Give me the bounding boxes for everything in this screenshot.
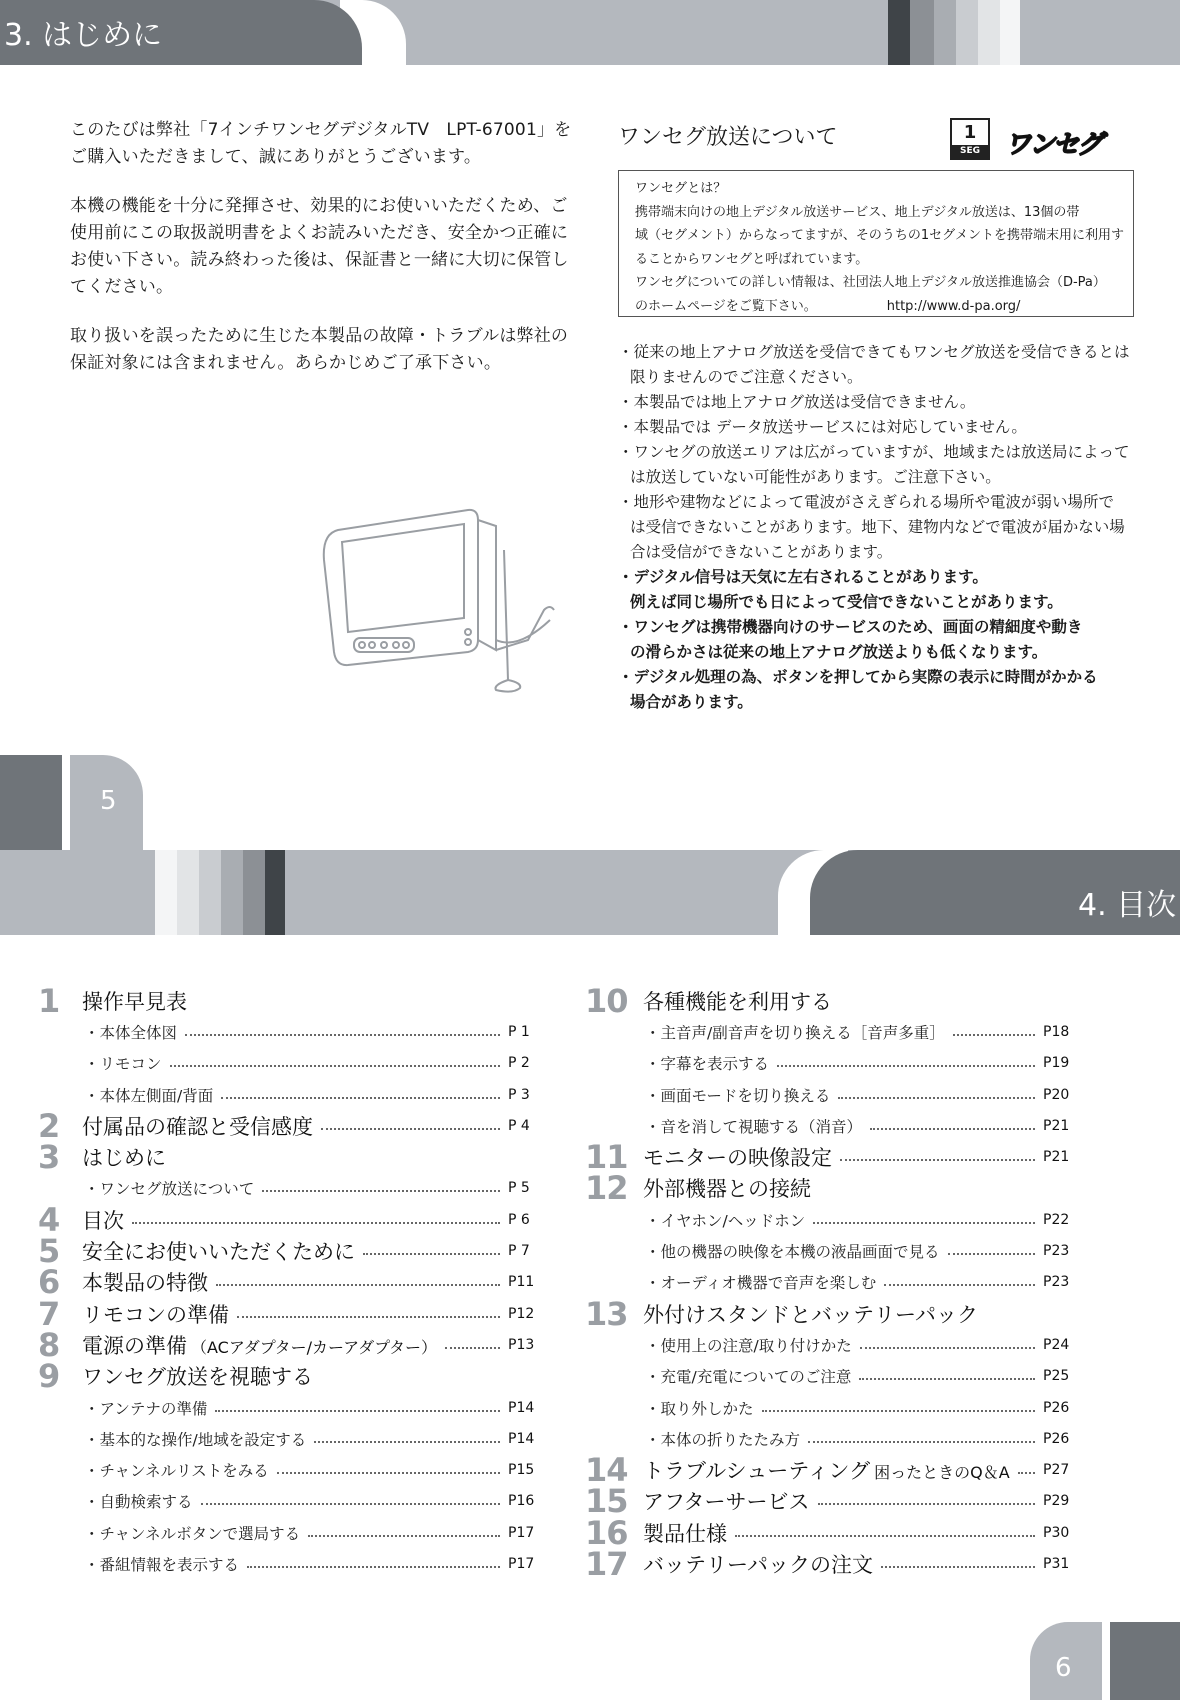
page-ref: P16 [508,1493,535,1510]
toc-sub-row [38,1454,540,1485]
page-ref: P30 [1043,1524,1070,1541]
toc-sub-row [38,1548,540,1579]
leader-dots [1018,1472,1035,1474]
header-stripe [910,0,934,65]
leader-dots [881,1566,1035,1568]
note-line: ・本製品では データ放送サービスには対応していません。 [618,418,1027,436]
note-line: は放送していない可能性があります。ご注意下さい。 [630,468,1001,486]
leader-dots [185,1034,500,1036]
toc-chapter-row [585,1513,1075,1552]
toc-sub-row [585,1267,1075,1298]
sub-item-title: ・使用上の注意/取り付けかた [645,1336,852,1355]
sub-item-title: ・本体の折りたたみ方 [645,1430,801,1449]
dpa-url: http://www.d-pa.org/ [886,298,1021,314]
leader-dots [132,1222,500,1224]
chapter-number: 3 [38,1138,60,1177]
leader-dots [818,1503,1035,1505]
chapter-number: 4 [38,1200,60,1239]
note-item [618,565,1158,615]
toc-chapter-row [38,1294,540,1333]
toc-sub-row [38,1517,540,1548]
chapter-number: 13 [585,1294,628,1333]
header-stripe [243,850,265,935]
toc-chapter-row [585,1169,1075,1208]
oneseg-info-box [618,170,1134,317]
leader-dots [277,1472,500,1474]
toc-sub-row [585,1204,1075,1235]
note-line: ・デジタル信号は天気に左右されることがあります。 [618,568,988,586]
sub-item-title: ・チャンネルリストをみる [84,1462,269,1481]
chapter-number: 15 [585,1482,628,1521]
sub-item-title: ・取り外しかた [645,1399,754,1418]
page-ref: P 5 [508,1180,530,1197]
toc-sub-row [585,1048,1075,1079]
sub-item-title: ・字幕を表示する [645,1055,770,1074]
leader-dots [262,1190,500,1192]
intro-paragraph [70,193,590,301]
page-ref: P27 [1043,1462,1070,1479]
page-ref: P 3 [508,1086,530,1103]
infobox-line: ワンセグについての詳しい情報は、社団法人地上デジタル放送推進協会（D-Pa） [635,275,1106,290]
page-ref: P26 [1043,1399,1070,1416]
page-ref: P17 [508,1555,535,1572]
page-tab-dark [1110,1622,1180,1700]
toc-chapter-row [38,981,540,1020]
page-ref: P11 [508,1274,535,1291]
chapter-number: 9 [38,1357,60,1396]
chapter-title: ワンセグ放送を視聴する [82,1365,313,1390]
header-stripe [155,850,177,935]
note-line: 限りませんのでご注意ください。 [630,368,863,386]
intro-line: てください。 [70,277,174,297]
sub-item-title: ・音を消して視聴する（消音） [645,1117,863,1136]
chapter-title: 本製品の特徴 [82,1271,208,1296]
sub-item-title: ・基本的な操作/地域を設定する [84,1430,307,1449]
note-line: の滑らかさは従来の地上アナログ放送よりも低くなります。 [630,643,1048,661]
page-ref: P20 [1043,1086,1070,1103]
page-ref: P23 [1043,1274,1070,1291]
page-tab-dark [0,755,62,850]
intro-line: ご購入いただきまして、誠にありがとうございます。 [70,147,482,167]
toc-chapter-row [38,1200,540,1239]
leader-dots [860,1347,1035,1349]
toc-chapter-row [38,1138,540,1177]
infobox-line: 域（セグメント）からなってますが、そのうちの1セグメントを携帯端末用に利用す [635,228,1125,243]
chapter-number: 8 [38,1325,60,1364]
page-ref: P14 [508,1430,535,1447]
toc-sub-row [585,1079,1075,1110]
sub-item-title: ・アンテナの準備 [84,1399,208,1418]
tv-illustration-icon [318,500,558,700]
sub-item-title: ・自動検索する [84,1493,193,1512]
note-item [618,665,1158,715]
page-ref: P17 [508,1524,535,1541]
chapter-number: 6 [38,1263,60,1302]
1seg-logo-icon [950,118,990,160]
page-ref: P14 [508,1399,535,1416]
header-stripe [956,0,978,65]
leader-dots [201,1503,500,1505]
sub-item-title: ・ワンセグ放送について [84,1180,255,1199]
page-ref: P 1 [508,1023,530,1040]
note-line: は受信できないことがあります。地下、建物内などで電波が届かない場 [630,518,1125,536]
page-ref: P23 [1043,1243,1070,1260]
note-line: 例えば同じ場所でも日によって受信できないことがあります。 [630,593,1063,611]
sub-item-title: ・画面モードを切り換える [645,1086,831,1105]
leader-dots [838,1097,1035,1099]
sub-item-title: ・イヤホン/ヘッドホン [645,1211,806,1230]
note-line: ・ワンセグは携帯機器向けのサービスのため、画面の精細度や動き [618,618,1083,636]
page-ref: P22 [1043,1211,1070,1228]
toc-chapter-row [585,1451,1075,1490]
intro-line: お使い下さい。読み終わった後は、保証書と一緒に大切に保管し [70,250,569,270]
intro-line: このたびは弊社「7インチワンセグデジタルTV LPT-67001」を [70,120,572,140]
intro-paragraph [70,117,590,171]
infobox-line: のホームページをご覧下さい。 http://www.d-pa.org/ [635,298,1021,314]
page-ref: P15 [508,1462,535,1479]
toc-sub-row [38,1079,540,1110]
page-ref: P19 [1043,1055,1070,1072]
leader-dots [216,1284,500,1286]
toc-sub-row [585,1361,1075,1392]
chapter-number: 16 [585,1513,628,1552]
chapter-number: 2 [38,1106,60,1145]
oneseg-wordmark-logo: ワンセグ [1005,130,1102,160]
note-item [618,340,1158,390]
leader-dots [884,1284,1035,1286]
leader-dots [762,1410,1035,1412]
note-item [618,615,1158,665]
leader-dots [445,1347,500,1349]
header-stripe [1000,0,1020,65]
intro-line: 取り扱いを誤ったために生じた本製品の故障・トラブルは弊社の [70,326,569,346]
infobox-line: ることからワンセグと呼ばれています。 [635,251,869,267]
header-stripe [888,0,910,65]
chapter-number: 7 [38,1294,60,1333]
chapter-title: 目次 [82,1208,124,1233]
page-ref: P26 [1043,1430,1070,1447]
toc-right-column [585,981,1075,1583]
chapter-title: リモコンの準備 [82,1302,229,1327]
toc-sub-row [38,1016,540,1047]
sub-item-title: ・番組情報を表示する [84,1555,240,1574]
note-line: ・ワンセグの放送エリアは広がっていますが、地域または放送局によって [618,443,1130,461]
toc-sub-row [585,1423,1075,1454]
leader-dots [859,1378,1035,1380]
chapter-title: はじめに [82,1146,166,1171]
toc-chapter-row [585,1294,1075,1333]
chapter-number: 5 [38,1232,60,1271]
notes-list [618,340,1158,715]
chapter-title: バッテリーパックの注文 [643,1552,873,1577]
leader-dots [948,1253,1035,1255]
toc-chapter-row [38,1357,540,1396]
toc-sub-row [38,1173,540,1204]
sub-item-title: ・充電/充電についてのご注意 [645,1368,852,1387]
page-ref: P 2 [508,1055,530,1072]
toc-chapter-row [585,1482,1075,1521]
chapter-title: 外付けスタンドとバッテリーパック [643,1302,978,1327]
chapter-title: トラブルシューティング 困ったときのQ＆A [643,1459,1010,1484]
page-number-5: 5 [100,786,117,816]
toc-sub-row [585,1329,1075,1360]
sub-item-title: ・本体全体図 [84,1023,178,1042]
toc-sub-row [585,1235,1075,1266]
leader-dots [321,1128,500,1130]
page-ref: P 7 [508,1243,530,1260]
page-ref: P29 [1043,1493,1070,1510]
toc-sub-row [585,1392,1075,1423]
toc-sub-row [38,1048,540,1079]
note-item [618,490,1158,565]
leader-dots [215,1410,500,1412]
chapter-title: 各種機能を利用する [643,989,832,1014]
toc-sub-row [38,1486,540,1517]
toc-chapter-row [585,981,1075,1020]
page-ref: P18 [1043,1023,1070,1040]
intro-text [70,117,590,399]
chapter-title: 安全にお使いいただくために [82,1240,355,1265]
chapter-title: アフターサービス [643,1490,810,1515]
toc-chapter-row [38,1263,540,1302]
header-stripe [265,850,285,935]
leader-dots [735,1535,1035,1537]
leader-dots [314,1441,500,1443]
leader-dots [953,1034,1035,1036]
leader-dots [813,1222,1035,1224]
page-ref: P 6 [508,1211,530,1228]
page-ref: P31 [1043,1555,1070,1572]
leader-dots [237,1316,500,1318]
chapter-title: 電源の準備 （ACアダプター/カーアダプター） [82,1333,437,1358]
chapter-number: 1 [38,981,60,1020]
chapter-number: 17 [585,1545,628,1583]
leader-dots [808,1441,1035,1443]
chapter-note: （ACアダプター/カーアダプター） [191,1337,437,1357]
1seg-logo-label: SEG [952,145,988,158]
intro-line: 保証対象には含まれません。あらかじめご了承下さい。 [70,353,502,373]
leader-dots [870,1128,1035,1130]
toc-chapter-row [38,1325,540,1364]
sub-item-title: ・他の機器の映像を本機の液晶画面で見る [645,1243,940,1262]
note-line: ・従来の地上アナログ放送を受信できてもワンセグ放送を受信できるとは [618,343,1130,361]
infobox-line: 携帯端末向けの地上デジタル放送サービス、地上デジタル放送は、13個の帯 [635,204,1080,220]
page-ref: P21 [1043,1149,1070,1166]
note-line: ・本製品では地上アナログ放送は受信できません。 [618,393,976,411]
note-line: ・デジタル処理の為、ボタンを押してから実際の表示に時間がかかる [618,668,1098,686]
section-title-oneseg: ワンセグ放送について [618,125,838,150]
header-stripe [934,0,956,65]
toc-chapter-row [585,1138,1075,1177]
infobox-line: ワンセグとは？ [635,181,727,196]
page-title-contents: 4. 目次 [1078,888,1177,923]
note-line: 場合があります。 [630,693,753,711]
header-stripe [177,850,199,935]
page-title-introduction: 3. はじめに [4,18,163,53]
chapter-title: 付属品の確認と受信感度 [82,1114,313,1139]
chapter-note: 困ったときのQ＆A [874,1463,1010,1483]
leader-dots [363,1253,500,1255]
page-ref: P24 [1043,1336,1070,1353]
sub-item-title: ・リモコン [84,1055,162,1074]
toc-sub-row [585,1016,1075,1047]
note-item [618,390,1158,415]
1seg-logo-digit: 1 [963,122,977,143]
leader-dots [308,1535,500,1537]
sub-item-title: ・主音声/副音声を切り換える［音声多重］ [645,1023,945,1042]
toc-chapter-row [38,1232,540,1271]
toc-sub-row [38,1423,540,1454]
chapter-title: 外部機器との接続 [643,1177,811,1202]
sub-item-title: ・本体左側面/背面 [84,1086,214,1105]
intro-line: 使用前にこの取扱説明書をよくお読みいただき、安全かつ正確に [70,223,569,243]
toc-left-column [38,981,540,1580]
note-item [618,440,1158,490]
sub-item-title: ・オーディオ機器で音声を楽しむ [645,1274,877,1293]
toc-chapter-row [585,1545,1075,1583]
page-ref: P 4 [508,1117,530,1134]
intro-paragraph [70,323,590,377]
leader-dots [777,1065,1035,1067]
chapter-number: 10 [585,981,628,1020]
note-line: ・地形や建物などによって電波がさえぎられる場所や電波が弱い場所で [618,493,1115,511]
chapter-number: 12 [585,1169,628,1208]
chapter-number: 11 [585,1138,628,1177]
header-stripe [199,850,221,935]
chapter-title: モニターの映像設定 [643,1146,832,1171]
chapter-title: 操作早見表 [82,989,187,1014]
toc-sub-row [585,1110,1075,1141]
chapter-number: 14 [585,1451,628,1490]
note-item [618,415,1158,440]
note-line: 合は受信ができないことがあります。 [630,543,893,561]
page-ref: P12 [508,1305,535,1322]
page-number-6: 6 [1055,1653,1072,1683]
page-ref: P21 [1043,1117,1070,1134]
leader-dots [170,1065,500,1067]
page-ref: P13 [508,1336,535,1353]
intro-line: 本機の機能を十分に発揮させ、効果的にお使いいただくため、ご [70,196,568,216]
leader-dots [221,1097,500,1099]
sub-item-title: ・チャンネルボタンで選局する [84,1524,301,1543]
page-ref: P25 [1043,1368,1070,1385]
leader-dots [840,1159,1035,1161]
leader-dots [247,1566,500,1568]
toc-sub-row [38,1392,540,1423]
header-stripe [221,850,243,935]
chapter-title: 製品仕様 [643,1521,727,1546]
toc-chapter-row [38,1106,540,1145]
header-stripe [978,0,1000,65]
